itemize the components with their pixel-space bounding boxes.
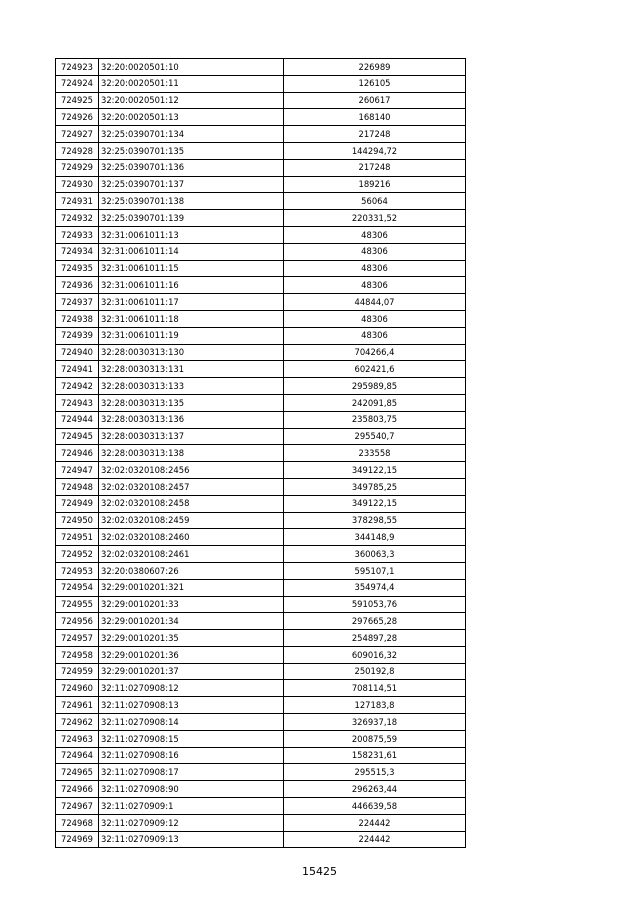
- table-row: [56, 680, 466, 697]
- row-number-cell: 724925: [56, 92, 99, 109]
- cadastral-number-cell: 32:28:0030313:138: [99, 445, 284, 462]
- cadastral-value-cell: 189216: [284, 176, 466, 193]
- row-number-cell: 724950: [56, 512, 99, 529]
- row-number-cell: 724932: [56, 210, 99, 227]
- table-row: [56, 142, 466, 159]
- row-number-cell: 724961: [56, 697, 99, 714]
- cadastral-value-cell: 254897,28: [284, 630, 466, 647]
- row-number-cell: 724947: [56, 462, 99, 479]
- row-number-cell: 724924: [56, 75, 99, 92]
- cadastral-number-cell: 32:11:0270908:12: [99, 680, 284, 697]
- cadastral-number-cell: 32:25:0390701:138: [99, 193, 284, 210]
- table-row: [56, 428, 466, 445]
- cadastral-number-cell: 32:31:0061011:14: [99, 243, 284, 260]
- cadastral-number-cell: 32:25:0390701:137: [99, 176, 284, 193]
- cadastral-number-cell: 32:20:0020501:13: [99, 109, 284, 126]
- table-row: [56, 226, 466, 243]
- cadastral-value-cell: 296263,44: [284, 781, 466, 798]
- table-row: [56, 126, 466, 143]
- cadastral-value-cell: 44844,07: [284, 294, 466, 311]
- table-row: [56, 764, 466, 781]
- table-row: [56, 260, 466, 277]
- cadastral-value-cell: 295515,3: [284, 764, 466, 781]
- cadastral-value-cell: 220331,52: [284, 210, 466, 227]
- cadastral-number-cell: 32:31:0061011:17: [99, 294, 284, 311]
- cadastral-value-cell: 168140: [284, 109, 466, 126]
- cadastral-value-cell: 344148,9: [284, 529, 466, 546]
- row-number-cell: 724951: [56, 529, 99, 546]
- row-number-cell: 724946: [56, 445, 99, 462]
- table-row: [56, 579, 466, 596]
- cadastral-value-cell: 48306: [284, 243, 466, 260]
- cadastral-number-cell: 32:31:0061011:16: [99, 277, 284, 294]
- cadastral-value-cell: 233558: [284, 445, 466, 462]
- cadastral-value-table: [55, 58, 466, 848]
- table-row: [56, 730, 466, 747]
- table-row: [56, 495, 466, 512]
- table-row: [56, 781, 466, 798]
- table-row: [56, 646, 466, 663]
- row-number-cell: 724930: [56, 176, 99, 193]
- cadastral-value-cell: 260617: [284, 92, 466, 109]
- row-number-cell: 724952: [56, 546, 99, 563]
- row-number-cell: 724938: [56, 310, 99, 327]
- row-number-cell: 724968: [56, 814, 99, 831]
- cadastral-number-cell: 32:02:0320108:2459: [99, 512, 284, 529]
- cadastral-number-cell: 32:28:0030313:131: [99, 361, 284, 378]
- row-number-cell: 724954: [56, 579, 99, 596]
- table-body: [56, 59, 466, 848]
- table-row: [56, 310, 466, 327]
- table-row: [56, 277, 466, 294]
- cadastral-value-cell: 591053,76: [284, 596, 466, 613]
- table-row: [56, 630, 466, 647]
- table-row: [56, 697, 466, 714]
- row-number-cell: 724956: [56, 613, 99, 630]
- row-number-cell: 724959: [56, 663, 99, 680]
- cadastral-number-cell: 32:29:0010201:321: [99, 579, 284, 596]
- row-number-cell: 724923: [56, 59, 99, 76]
- cadastral-number-cell: 32:25:0390701:139: [99, 210, 284, 227]
- table-row: [56, 361, 466, 378]
- cadastral-number-cell: 32:29:0010201:37: [99, 663, 284, 680]
- row-number-cell: 724928: [56, 142, 99, 159]
- cadastral-value-cell: 48306: [284, 327, 466, 344]
- row-number-cell: 724957: [56, 630, 99, 647]
- cadastral-value-cell: 235803,75: [284, 411, 466, 428]
- row-number-cell: 724967: [56, 798, 99, 815]
- cadastral-number-cell: 32:31:0061011:13: [99, 226, 284, 243]
- cadastral-value-cell: 200875,59: [284, 730, 466, 747]
- row-number-cell: 724933: [56, 226, 99, 243]
- row-number-cell: 724962: [56, 714, 99, 731]
- table-row: [56, 109, 466, 126]
- cadastral-value-cell: 297665,28: [284, 613, 466, 630]
- cadastral-number-cell: 32:31:0061011:19: [99, 327, 284, 344]
- cadastral-value-cell: 326937,18: [284, 714, 466, 731]
- cadastral-number-cell: 32:25:0390701:136: [99, 159, 284, 176]
- table-row: [56, 529, 466, 546]
- cadastral-value-cell: 295540,7: [284, 428, 466, 445]
- cadastral-number-cell: 32:29:0010201:33: [99, 596, 284, 613]
- table-row: [56, 210, 466, 227]
- cadastral-number-cell: 32:02:0320108:2456: [99, 462, 284, 479]
- row-number-cell: 724936: [56, 277, 99, 294]
- table-row: [56, 478, 466, 495]
- cadastral-number-cell: 32:02:0320108:2458: [99, 495, 284, 512]
- cadastral-number-cell: 32:20:0020501:12: [99, 92, 284, 109]
- cadastral-number-cell: 32:31:0061011:18: [99, 310, 284, 327]
- row-number-cell: 724939: [56, 327, 99, 344]
- cadastral-value-cell: 127183,8: [284, 697, 466, 714]
- table-row: [56, 831, 466, 848]
- cadastral-number-cell: 32:11:0270908:17: [99, 764, 284, 781]
- row-number-cell: 724927: [56, 126, 99, 143]
- cadastral-number-cell: 32:29:0010201:36: [99, 646, 284, 663]
- row-number-cell: 724963: [56, 730, 99, 747]
- cadastral-value-cell: 158231,61: [284, 747, 466, 764]
- cadastral-number-cell: 32:11:0270908:13: [99, 697, 284, 714]
- row-number-cell: 724944: [56, 411, 99, 428]
- cadastral-value-cell: 56064: [284, 193, 466, 210]
- cadastral-value-cell: 609016,32: [284, 646, 466, 663]
- cadastral-value-cell: 595107,1: [284, 562, 466, 579]
- row-number-cell: 724940: [56, 344, 99, 361]
- row-number-cell: 724960: [56, 680, 99, 697]
- cadastral-number-cell: 32:20:0020501:11: [99, 75, 284, 92]
- row-number-cell: 724964: [56, 747, 99, 764]
- page-number: 15425: [302, 865, 337, 878]
- table-row: [56, 596, 466, 613]
- cadastral-value-cell: 126105: [284, 75, 466, 92]
- table-row: [56, 243, 466, 260]
- table-row: [56, 562, 466, 579]
- table-row: [56, 512, 466, 529]
- table-row: [56, 378, 466, 395]
- cadastral-number-cell: 32:25:0390701:135: [99, 142, 284, 159]
- table-row: [56, 663, 466, 680]
- cadastral-value-cell: 708114,51: [284, 680, 466, 697]
- cadastral-value-cell: 354974,4: [284, 579, 466, 596]
- row-number-cell: 724934: [56, 243, 99, 260]
- cadastral-value-cell: 360063,3: [284, 546, 466, 563]
- row-number-cell: 724955: [56, 596, 99, 613]
- cadastral-number-cell: 32:11:0270909:13: [99, 831, 284, 848]
- row-number-cell: 724958: [56, 646, 99, 663]
- cadastral-number-cell: 32:11:0270908:16: [99, 747, 284, 764]
- cadastral-number-cell: 32:02:0320108:2460: [99, 529, 284, 546]
- cadastral-value-cell: 349122,15: [284, 495, 466, 512]
- cadastral-value-cell: 349122,15: [284, 462, 466, 479]
- cadastral-value-cell: 378298,55: [284, 512, 466, 529]
- row-number-cell: 724953: [56, 562, 99, 579]
- row-number-cell: 724937: [56, 294, 99, 311]
- cadastral-number-cell: 32:11:0270909:12: [99, 814, 284, 831]
- cadastral-value-cell: 48306: [284, 260, 466, 277]
- table-row: [56, 92, 466, 109]
- cadastral-value-cell: 250192,8: [284, 663, 466, 680]
- row-number-cell: 724929: [56, 159, 99, 176]
- cadastral-value-cell: 144294,72: [284, 142, 466, 159]
- row-number-cell: 724966: [56, 781, 99, 798]
- table-row: [56, 193, 466, 210]
- cadastral-number-cell: 32:11:0270909:1: [99, 798, 284, 815]
- cadastral-value-cell: 217248: [284, 159, 466, 176]
- table-row: [56, 411, 466, 428]
- row-number-cell: 724949: [56, 495, 99, 512]
- table-row: [56, 344, 466, 361]
- table-row: [56, 75, 466, 92]
- cadastral-value-cell: 48306: [284, 277, 466, 294]
- cadastral-value-cell: 704266,4: [284, 344, 466, 361]
- row-number-cell: 724931: [56, 193, 99, 210]
- cadastral-number-cell: 32:31:0061011:15: [99, 260, 284, 277]
- cadastral-number-cell: 32:28:0030313:133: [99, 378, 284, 395]
- row-number-cell: 724941: [56, 361, 99, 378]
- table-row: [56, 613, 466, 630]
- row-number-cell: 724935: [56, 260, 99, 277]
- cadastral-number-cell: 32:28:0030313:137: [99, 428, 284, 445]
- table-row: [56, 394, 466, 411]
- cadastral-number-cell: 32:28:0030313:136: [99, 411, 284, 428]
- cadastral-number-cell: 32:02:0320108:2457: [99, 478, 284, 495]
- cadastral-number-cell: 32:28:0030313:130: [99, 344, 284, 361]
- table-row: [56, 714, 466, 731]
- table-row: [56, 462, 466, 479]
- cadastral-number-cell: 32:02:0320108:2461: [99, 546, 284, 563]
- table-row: [56, 814, 466, 831]
- cadastral-value-cell: 224442: [284, 814, 466, 831]
- row-number-cell: 724948: [56, 478, 99, 495]
- row-number-cell: 724965: [56, 764, 99, 781]
- cadastral-value-cell: 48306: [284, 226, 466, 243]
- cadastral-value-cell: 217248: [284, 126, 466, 143]
- cadastral-number-cell: 32:11:0270908:90: [99, 781, 284, 798]
- table-row: [56, 59, 466, 76]
- cadastral-number-cell: 32:29:0010201:35: [99, 630, 284, 647]
- table-row: [56, 445, 466, 462]
- cadastral-number-cell: 32:20:0020501:10: [99, 59, 284, 76]
- cadastral-number-cell: 32:25:0390701:134: [99, 126, 284, 143]
- cadastral-number-cell: 32:29:0010201:34: [99, 613, 284, 630]
- cadastral-value-cell: 48306: [284, 310, 466, 327]
- table-row: [56, 798, 466, 815]
- cadastral-number-cell: 32:28:0030313:135: [99, 394, 284, 411]
- table-row: [56, 294, 466, 311]
- row-number-cell: 724926: [56, 109, 99, 126]
- cadastral-value-cell: 226989: [284, 59, 466, 76]
- table-row: [56, 747, 466, 764]
- table-row: [56, 546, 466, 563]
- cadastral-value-cell: 602421,6: [284, 361, 466, 378]
- row-number-cell: 724942: [56, 378, 99, 395]
- row-number-cell: 724969: [56, 831, 99, 848]
- cadastral-value-cell: 242091,85: [284, 394, 466, 411]
- table-row: [56, 327, 466, 344]
- row-number-cell: 724943: [56, 394, 99, 411]
- cadastral-value-cell: 349785,25: [284, 478, 466, 495]
- cadastral-number-cell: 32:11:0270908:15: [99, 730, 284, 747]
- cadastral-number-cell: 32:11:0270908:14: [99, 714, 284, 731]
- table-row: [56, 159, 466, 176]
- cadastral-value-cell: 446639,58: [284, 798, 466, 815]
- cadastral-value-cell: 224442: [284, 831, 466, 848]
- table-row: [56, 176, 466, 193]
- row-number-cell: 724945: [56, 428, 99, 445]
- cadastral-number-cell: 32:20:0380607:26: [99, 562, 284, 579]
- cadastral-value-cell: 295989,85: [284, 378, 466, 395]
